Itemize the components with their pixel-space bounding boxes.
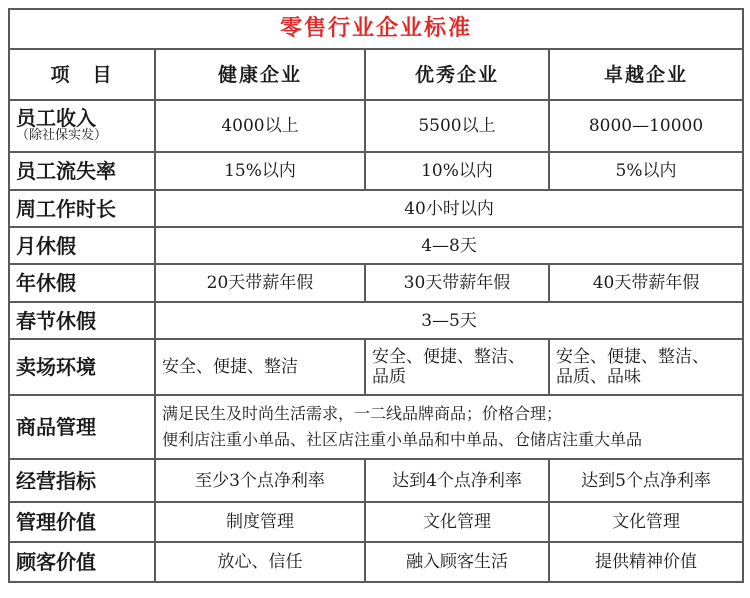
header-item: 项 目 (9, 49, 155, 100)
row-customer (9, 542, 743, 582)
row-annual-leave (9, 264, 743, 302)
row-income (9, 100, 743, 152)
cell-line: 品质 (372, 367, 406, 387)
row-label: 春节休假 (9, 302, 155, 339)
cell (155, 395, 743, 459)
cell: 安全、便捷、整洁 (155, 339, 365, 395)
row-merchandise (9, 395, 743, 459)
cell: 达到4个点净利率 (365, 459, 549, 502)
row-label: 周工作时长 (9, 190, 155, 227)
row-label: 员工流失率 (9, 152, 155, 190)
row-label: 商品管理 (9, 395, 155, 459)
income-sublabel: （除社保实发） (16, 128, 108, 143)
table-title: 零售行业企业标准 (9, 9, 743, 49)
cell: 10%以内 (365, 152, 549, 190)
header-outstanding: 卓越企业 (549, 49, 743, 100)
cell: 20天带薪年假 (155, 264, 365, 302)
cell: 40天带薪年假 (549, 264, 743, 302)
cell: 文化管理 (365, 502, 549, 542)
row-label: 经营指标 (9, 459, 155, 502)
cell: 40小时以内 (155, 190, 743, 227)
row-environment (9, 339, 743, 395)
cell: 放心、信任 (155, 542, 365, 582)
cell: 30天带薪年假 (365, 264, 549, 302)
row-operations (9, 459, 743, 502)
row-label (9, 100, 155, 152)
cell: 4000以上 (155, 100, 365, 152)
cell-line: 品质、品味 (556, 367, 641, 387)
cell: 达到5个点净利率 (549, 459, 743, 502)
cell: 5500以上 (365, 100, 549, 152)
cell: 提供精神价值 (549, 542, 743, 582)
row-turnover (9, 152, 743, 190)
title-row (9, 9, 743, 49)
row-weekly-hours (9, 190, 743, 227)
cell-line: 满足民生及时尚生活需求，一二线品牌商品；价格合理； (162, 404, 563, 423)
cell: 融入顾客生活 (365, 542, 549, 582)
header-excellent: 优秀企业 (365, 49, 549, 100)
cell: 至少3个点净利率 (155, 459, 365, 502)
cell: 15%以内 (155, 152, 365, 190)
cell-line: 便利店注重小单品、社区店注重小单品和中单品、仓储店注重大单品 (162, 430, 643, 449)
cell: 3—5天 (155, 302, 743, 339)
cell: 8000—10000 (549, 100, 743, 152)
row-spring-festival (9, 302, 743, 339)
row-management (9, 502, 743, 542)
row-label: 顾客价值 (9, 542, 155, 582)
cell (365, 339, 549, 395)
cell: 文化管理 (549, 502, 743, 542)
cell: 制度管理 (155, 502, 365, 542)
row-label: 月休假 (9, 227, 155, 264)
cell: 4—8天 (155, 227, 743, 264)
income-label: 员工收入 (16, 106, 96, 130)
row-label: 卖场环境 (9, 339, 155, 395)
row-label: 年休假 (9, 264, 155, 302)
cell-line: 安全、便捷、整洁、 (556, 347, 709, 367)
cell-line: 安全、便捷、整洁、 (372, 347, 525, 367)
row-label: 管理价值 (9, 502, 155, 542)
cell (549, 339, 743, 395)
row-monthly-leave (9, 227, 743, 264)
header-row (9, 49, 743, 100)
cell: 5%以内 (549, 152, 743, 190)
header-healthy: 健康企业 (155, 49, 365, 100)
standards-table (8, 8, 744, 583)
